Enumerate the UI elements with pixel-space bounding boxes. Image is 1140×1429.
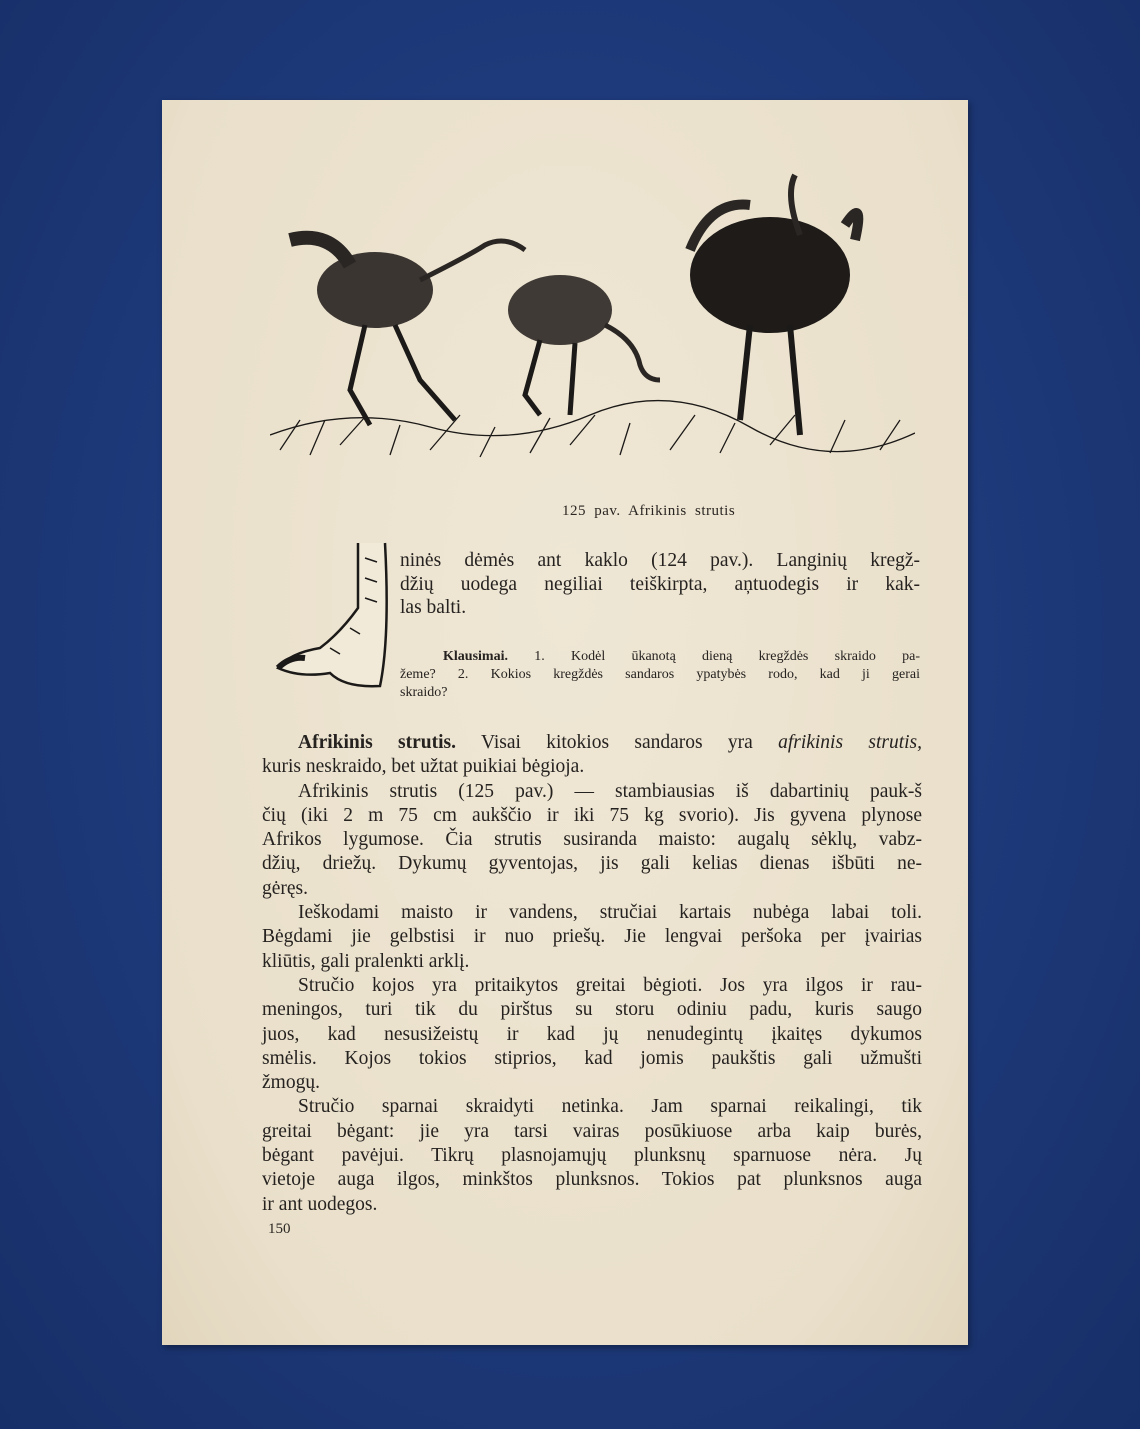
text-fragment: Visai kitokios sandaros yra	[456, 732, 779, 753]
ostrich-left-body	[317, 252, 433, 328]
text-line: Afrikos lygumose. Čia strutis susiranda maisto: augalų sėklų, vabz-	[262, 829, 922, 851]
ostrich-right-body	[690, 217, 850, 333]
text-line: gėręs.	[262, 877, 309, 899]
page-number: 150	[268, 1221, 291, 1237]
text-line: bėgant pavėjui. Tikrų plasnojamųjų plunksnų sparnuose nėra. Jų	[262, 1145, 922, 1167]
text-line: skraido?	[400, 685, 448, 700]
text-line: kliūtis, gali pralenkti arklį.	[262, 950, 470, 972]
text-line: Afrikinis strutis (125 pav.) — stambiausias iš dabartinių pauk-š	[298, 780, 922, 802]
italic-term: afrikinis strutis,	[778, 732, 922, 753]
text-line: meningos, turi tik du pirštus su storu odiniu padu, kuris saugo	[262, 999, 922, 1021]
main-text	[262, 731, 922, 1217]
text-line: greitai bėgant: jie yra tarsi vairas posūkiuose arba kaip burės,	[262, 1120, 922, 1142]
questions-label: Klausimai.	[443, 649, 508, 664]
section-heading: Afrikinis strutis.	[298, 732, 457, 753]
text-line: smėlis. Kojos tokios stiprios, kad jomis paukštis gali užmušti	[262, 1047, 922, 1069]
text-line: čių (iki 2 m 75 cm aukščio ir iki 75 kg svorio). Jis gyvena plynose	[262, 804, 922, 826]
text-line: vietoje auga ilgos, minkštos plunksnos. Tokios pat plunksnos auga	[262, 1169, 922, 1191]
ostrich-middle-body	[508, 275, 612, 345]
upper-paragraph	[400, 549, 920, 620]
text-line: žmogų.	[262, 1072, 320, 1094]
text-line: 1. Kodėl ūkanotą dieną kregždės skraido pa-	[507, 649, 920, 664]
text-line: Stručio kojos yra pritaikytos greitai bėgioti. Jos yra ilgos ir rau-	[298, 974, 922, 996]
questions-block	[400, 648, 920, 702]
text-line: džių uodega negiliai teiškirpta, aņtuodegis ir kak-	[400, 573, 920, 595]
text-line: ir ant uodegos.	[262, 1193, 378, 1215]
text-line: kuris neskraido, bet užtat puikiai bėgioja.	[262, 756, 585, 778]
ostrich-foot-illustration	[270, 538, 402, 690]
text-line: džių, driežų. Dykumų gyventojas, jis gali kelias dienas išbūti ne-	[262, 853, 922, 875]
text-line: Ieškodami maisto ir vandens, stručiai kartais nubėga labai toli.	[298, 902, 922, 924]
text-line: Bėgdami jie gelbstisi ir nuo priešų. Jie lengvai peršoka per įvairias	[262, 926, 922, 948]
text-line: ninės dėmės ant kaklo (124 pav.). Langinių kregž-	[400, 550, 920, 571]
text-line: las balti.	[400, 597, 467, 619]
ostriches-illustration	[270, 165, 915, 470]
text-line: juos, kad nesusižeistų ir kad jų nenudegintų įkaitęs dykumos	[262, 1023, 922, 1045]
figure-caption: 125 pav. Afrikinis strutis	[562, 503, 736, 519]
text-line: Stručio sparnai skraidyti netinka. Jam sparnai reikalingi, tik	[298, 1096, 922, 1118]
text-line: žeme? 2. Kokios kregždės sandaros ypatybės rodo, kad ji gerai	[400, 667, 920, 682]
